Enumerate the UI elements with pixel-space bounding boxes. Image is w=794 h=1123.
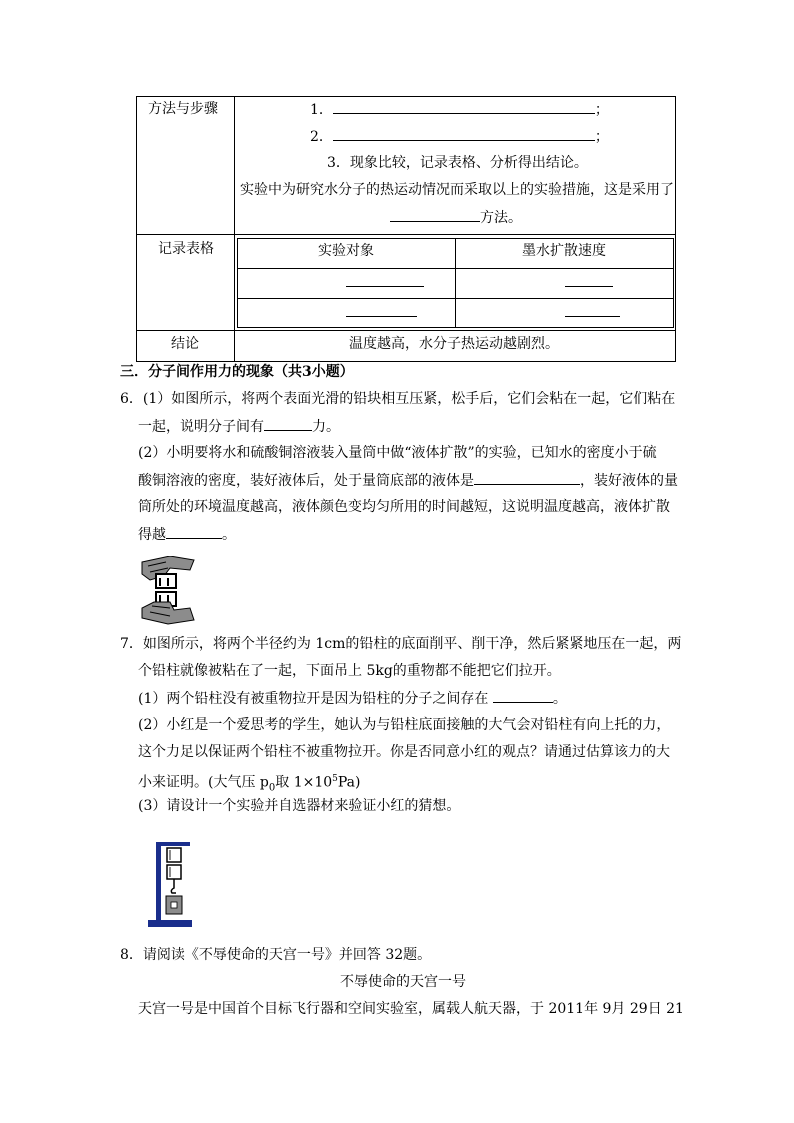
table-col-divider [234, 96, 235, 362]
step3: 3．现象比较，记录表格、分析得出结论。 [327, 155, 588, 171]
step2-prefix: 2． [310, 129, 333, 145]
lead-blocks-hands-figure [140, 556, 196, 626]
q6-line6-b: 。 [222, 527, 236, 543]
table-row-divider-1 [136, 234, 676, 235]
q7-force-blank[interactable] [493, 688, 553, 703]
inner-header-object: 实验对象 [318, 243, 374, 259]
q7-line3-a: (1）两个铅柱没有被重物拉开是因为铅柱的分子之间存在 [138, 691, 489, 707]
method-suffix: 方法。 [480, 210, 522, 226]
q6-line6-a: 得越 [138, 527, 166, 543]
q6-line2-b: 力。 [312, 419, 340, 435]
q6-liquid-blank[interactable] [474, 470, 580, 485]
q6-line1: 6．(1）如图所示，将两个表面光滑的铅块相互压紧，松手后，它们会粘在一起，它们粘在 [120, 391, 676, 407]
q7-line6-sub: 0 [268, 782, 276, 794]
lead-cylinder-stand-figure [146, 838, 194, 930]
step1-suffix: ； [594, 102, 609, 118]
step1-blank[interactable] [333, 99, 595, 114]
q7-line6-b: 取 1×10 [275, 774, 333, 791]
inner-col-divider [455, 238, 456, 328]
q8-article-title: 不辱使命的天宫一号 [340, 974, 466, 990]
row-label-record: 记录表格 [158, 241, 214, 257]
q8-line1: 8．请阅读《不辱使命的天宫一号》并回答 32题。 [120, 947, 432, 963]
q7-line3 [138, 688, 567, 709]
q7-line7: (3）请设计一个实验并自选器材来验证小红的猜想。 [138, 798, 461, 814]
q6-line2-a: 一起，说明分子间有 [138, 419, 264, 435]
step1-prefix: 1． [310, 102, 333, 118]
table-row-divider-2 [136, 330, 676, 331]
q6-line6 [138, 524, 236, 545]
inner-cell-blank-2a[interactable] [346, 316, 417, 317]
method-answer [390, 207, 522, 228]
step2-suffix: ； [594, 129, 609, 145]
q6-force-blank[interactable] [264, 416, 312, 431]
inner-row-divider-2 [237, 298, 674, 299]
q7-line5: 这个力足以保证两个铅柱不被重物拉开。你是否同意小红的观点？请通过估算该力的大 [138, 744, 670, 760]
inner-header-speed: 墨水扩散速度 [522, 243, 606, 259]
conclusion-text: 温度越高，水分子热运动越剧烈。 [349, 336, 559, 352]
inner-cell-blank-1a[interactable] [346, 286, 424, 287]
q6-line5: 筒所处的环境温度越高，液体颜色变均匀所用的时间越短，这说明温度越高，液体扩散 [138, 499, 670, 515]
q6-line4 [138, 470, 678, 491]
q7-line1: 7．如图所示，将两个半径约为 1cm的铅柱的底面削平、削干净，然后紧紧地压在一起，两 [120, 636, 682, 652]
step2 [310, 126, 609, 147]
q7-line6-sup: 5 [332, 774, 338, 784]
q6-line2 [138, 416, 340, 437]
row-label-conclusion: 结论 [171, 336, 199, 352]
inner-cell-blank-2b[interactable] [565, 316, 620, 317]
q6-line4-b: ，装好液体的量 [580, 473, 678, 489]
step1 [310, 99, 609, 120]
q7-line2: 个铅柱就像被粘在了一起，下面吊上 5kg的重物都不能把它们拉开。 [138, 663, 561, 679]
q7-line3-b: 。 [552, 691, 567, 707]
method-blank[interactable] [390, 207, 480, 222]
step2-blank[interactable] [333, 126, 595, 141]
q7-line6-a: 小来证明。(大气压 p [138, 774, 269, 791]
q6-line3: (2）小明要将水和硫酸铜溶液装入量筒中做“液体扩散”的实验，已知水的密度小于硫 [138, 445, 657, 461]
row-label-methods: 方法与步骤 [148, 101, 218, 117]
inner-row-divider-1 [237, 268, 674, 269]
q6-diffusion-blank[interactable] [166, 524, 222, 539]
q7-line6 [138, 769, 361, 798]
q6-line4-a: 酸铜溶液的密度，装好液体后，处于量筒底部的液体是 [138, 473, 474, 489]
q7-line4: (2）小红是一个爱思考的学生，她认为与铅柱底面接触的大气会对铅柱有向上托的力， [138, 717, 671, 733]
q8-line2: 天宫一号是中国首个目标飞行器和空间实验室，属载人航天器，于 2011年 9月 29日 21 [138, 1001, 684, 1017]
inner-cell-blank-1b[interactable] [565, 286, 613, 287]
section3-heading: 三．分子间作用力的现象（共3小题） [120, 364, 354, 380]
method-line: 实验中为研究水分子的热运动情况而采取以上的实验措施，这是采用了 [240, 182, 674, 198]
q7-line6-c: Pa) [337, 774, 361, 791]
